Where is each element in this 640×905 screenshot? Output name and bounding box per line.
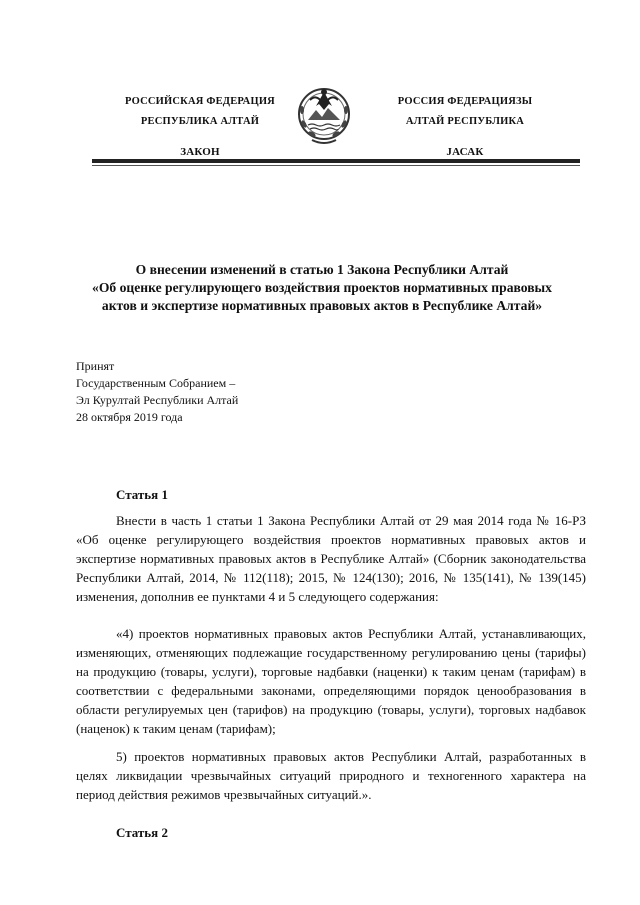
header-left-line2: РЕСПУБЛИКА АЛТАЙ	[140, 116, 260, 127]
article2-heading: Статья 2	[116, 825, 168, 840]
header-divider-thick	[92, 159, 580, 163]
article1-paragraph1: Внести в часть 1 статьи 1 Закона Республики Алтай от 29 мая 2014 года № 16-РЗ «Об оценке регулирующего воздействия проектов нормативных правовых актов и экспертизе нормативных правовых актов в Республике Алтай» (Сборник законодательства Республики Алтай, 2014, № 112(118); 2015, № 124(130); 2016, № 135(141), № 139(145) изменения, дополнив ее пунктами 4 и 5 следующего содержания:	[76, 513, 586, 604]
adoption-date: 28 октября 2019 года	[76, 410, 183, 424]
law-title-line3: актов и экспертизе нормативных правовых актов в Республике Алтай»	[101, 298, 543, 313]
coat-of-arms-icon	[296, 80, 352, 146]
header-left	[100, 92, 300, 162]
law-title-line1: О внесении изменений в статью 1 Закона Республики Алтай	[135, 262, 509, 277]
header-right	[355, 92, 575, 162]
adoption-line1: Принят	[76, 359, 115, 373]
header-left-line1: РОССИЙСКАЯ ФЕДЕРАЦИЯ	[125, 96, 275, 107]
header-right-line2: АЛТАЙ РЕСПУБЛИКА	[405, 116, 525, 127]
header-right-law: JАСАК	[446, 146, 484, 158]
header-left-law: ЗАКОН	[180, 146, 220, 158]
adoption-block	[76, 358, 238, 426]
adoption-line3: Эл Курултай Республики Алтай	[76, 393, 239, 407]
article1-paragraph2: «4) проектов нормативных правовых актов Республики Алтай, устанавливающих, изменяющих, отменяющих подлежащие государственному регулированию цены (тарифы) на продукцию (товары, услуги), торговые надбавки (наценки) к таким ценам (тарифам) в соответствии с федеральными законами, определяющими порядок ценообразования в области регулируемых цен (тарифов) на продукцию (товары, услуги), торговых надбавок (наценок) к таким ценам (тарифам);	[76, 626, 586, 736]
adoption-line2: Государственным Собранием –	[76, 376, 236, 390]
header-right-line1: РОССИЯ ФЕДЕРАЦИЯЗЫ	[397, 96, 533, 107]
law-title	[62, 261, 582, 315]
article1-paragraph3: 5) проектов нормативных правовых актов Республики Алтай, разработанных в целях ликвидации чрезвычайных ситуаций природного и техногенного характера на период действия режимов чрезвычайных ситуаций.».	[76, 749, 586, 802]
article1-heading: Статья 1	[116, 487, 168, 502]
header-divider-thin	[92, 165, 580, 166]
law-title-line2: «Об оценке регулирующего воздействия проектов нормативных правовых	[92, 280, 552, 295]
